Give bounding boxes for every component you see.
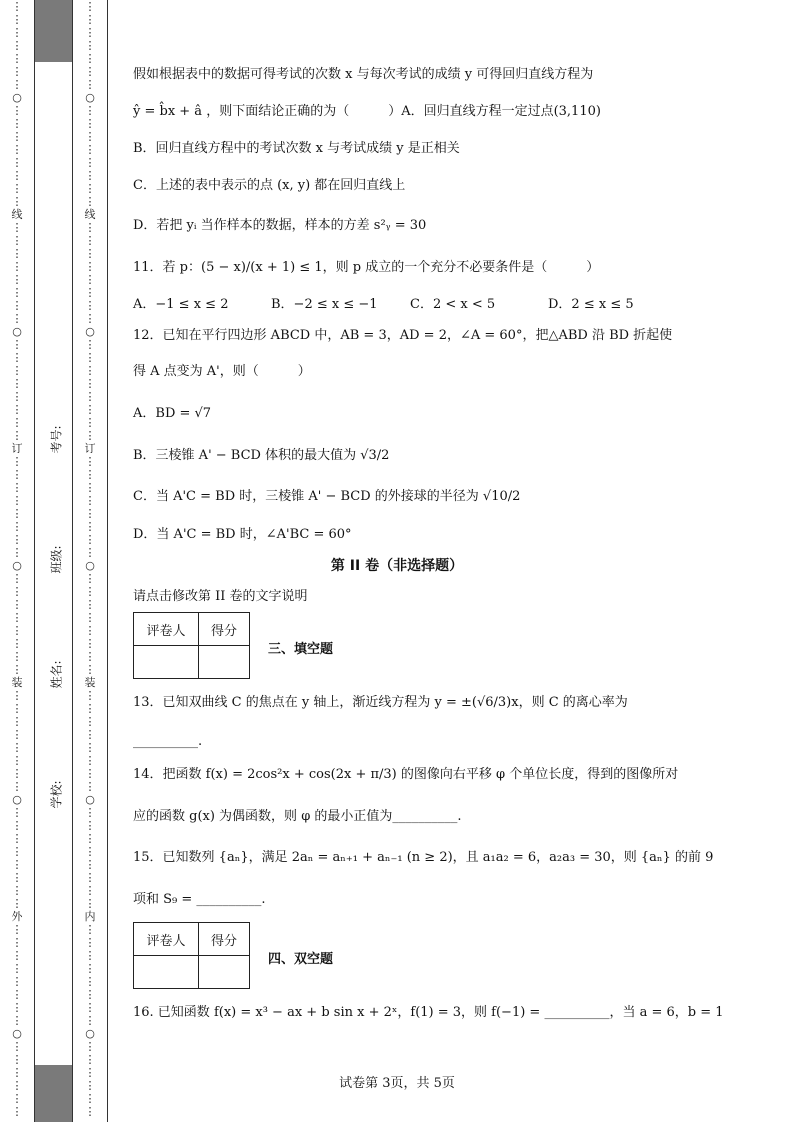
score-table-2-score-cell[interactable] [199,956,250,989]
q12-stem-2: 得 A 点变为 A'，则（ ） [133,364,311,379]
outer-mark-1: 线 [11,208,23,221]
q12-stem-1: 12．已知在平行四边形 ABCD 中，AB = 3，AD = 2，∠A = 60°，把△ABD 沿 BD 折起使 [133,328,673,343]
inner-dotted-column: ⋮ ⋮ ⋮ ⋮ ⋮ ⋮ ⋮ ○ ⋮ ⋮ ⋮ ⋮ ⋮ ⋮ ⋮ ⋮ 线 ⋮ ⋮ ⋮ ⋮ ⋮ ⋮ ⋮ ⋮ ○ ⋮ ⋮ ⋮ ⋮ ⋮ ⋮ ⋮ ⋮ 订 ⋮ ⋮ ⋮ ⋮ ⋮ ⋮ ⋮ ⋮ ○ ⋮ ⋮ ⋮ ⋮ ⋮ ⋮ ⋮ ⋮ 装 ⋮ ⋮ ⋮ ⋮ ⋮ ⋮ ⋮ ⋮ ○ ⋮ ⋮ ⋮ ⋮ ⋮ ⋮ ⋮ ⋮ 内 ⋮ ⋮ ⋮ ⋮ ⋮ ⋮ ⋮ ⋮ ○ ⋮ ⋮ ⋮ ⋮ ⋮ ⋮ [84,0,96,1118]
score-table-2 [133,922,250,989]
q12-option-d: D．当 A'C = BD 时，∠A'BC = 60° [133,527,352,542]
q10-line2: ŷ = b̂x + â ，则下面结论正确的为（ ）A．回归直线方程一定过点(3,110) [133,104,601,119]
q10-option-c: C．上述的表中表示的点 (x, y) 都在回归直线上 [133,178,406,193]
inner-mark-4: 内 [84,910,96,923]
q13-line1: 13．已知双曲线 C 的焦点在 y 轴上，渐近线方程为 y = ±(√6/3)x，则 C 的离心率为 [133,695,628,710]
score-table-2-grader-cell[interactable] [134,956,199,989]
score-table-1-grader-header: 评卷人 [134,613,199,646]
margin-grey-top [35,0,72,62]
page-footer: 试卷第 3页，共 5页 [339,1076,455,1091]
q13-answer-blank[interactable]: __________. [133,734,203,749]
q15-line1: 15．已知数列 {aₙ}，满足 2aₙ = aₙ₊₁ + aₙ₋₁ (n ≥ 2)，且 a₁a₂ = 6，a₂a₃ = 30，则 {aₙ} 的前 9 [133,850,714,865]
outer-mark-2: 订 [11,442,23,455]
field-name[interactable]: 姓名: [49,660,64,689]
inner-mark-1: 线 [84,208,96,221]
score-table-1 [133,612,250,679]
q14-line2[interactable]: 应的函数 g(x) 为偶函数，则 φ 的最小正值为__________. [133,809,462,824]
q16-line1[interactable]: 16. 已知函数 f(x) = x³ − ax + b sin x + 2ˣ，f(1) = 3，则 f(−1) = __________，当 a = 6，b = 1 [133,1005,724,1020]
outer-mark-4: 外 [11,910,23,923]
part-two-title: 第 II 卷（非选择题） [330,558,464,574]
outer-mark-3: 装 [11,676,23,689]
outer-dotted-column: ⋮ ⋮ ⋮ ⋮ ⋮ ⋮ ⋮ ○ ⋮ ⋮ ⋮ ⋮ ⋮ ⋮ ⋮ ⋮ 线 ⋮ ⋮ ⋮ ⋮ ⋮ ⋮ ⋮ ⋮ ○ ⋮ ⋮ ⋮ ⋮ ⋮ ⋮ ⋮ ⋮ 订 ⋮ ⋮ ⋮ ⋮ ⋮ ⋮ ⋮ ⋮ ○ ⋮ ⋮ ⋮ ⋮ ⋮ ⋮ ⋮ ⋮ 装 ⋮ ⋮ ⋮ ⋮ ⋮ ⋮ ⋮ ⋮ ○ ⋮ ⋮ ⋮ ⋮ ⋮ ⋮ ⋮ ⋮ 外 ⋮ ⋮ ⋮ ⋮ ⋮ ⋮ ⋮ ⋮ ○ ⋮ ⋮ ⋮ ⋮ ⋮ ⋮ [11,0,23,1118]
q15-line2[interactable]: 项和 S₉ = __________. [133,892,266,907]
q10-line1: 假如根据表中的数据可得考试的次数 x 与每次考试的成绩 y 可得回归直线方程为 [133,67,594,82]
q12-option-b: B．三棱锥 A' − BCD 体积的最大值为 √3/2 [133,448,390,463]
score-table-2-score-header: 得分 [199,923,250,956]
q10-option-d: D．若把 yᵢ 当作样本的数据，样本的方差 s²ᵧ = 30 [133,218,427,233]
q12-option-a: A．BD = √7 [133,406,212,421]
q14-line1: 14．把函数 f(x) = 2cos²x + cos(2x + π/3) 的图像向右平移 φ 个单位长度，得到的图像所对 [133,767,679,782]
field-school[interactable]: 学校: [49,780,64,809]
q12-option-c: C．当 A'C = BD 时，三棱锥 A' − BCD 的外接球的半径为 √10/2 [133,489,521,504]
score-table-1-score-cell[interactable] [199,646,250,679]
q11-stem: 11．若 p：(5 − x)/(x + 1) ≤ 1，则 p 成立的一个充分不必要条件是（ ） [133,260,600,275]
section-3-heading: 三、填空题 [268,642,334,657]
q11-option-d: D．2 ≤ x ≤ 5 [548,297,634,312]
score-table-2-grader-header: 评卷人 [134,923,199,956]
score-table-1-score-header: 得分 [199,613,250,646]
inner-mark-3: 装 [84,676,96,689]
inner-mark-2: 订 [84,442,96,455]
field-class[interactable]: 班级: [49,545,64,574]
q11-option-a: A．−1 ≤ x ≤ 2 [133,297,229,312]
q11-option-b: B．−2 ≤ x ≤ −1 [271,297,378,312]
part-two-note[interactable]: 请点击修改第 II 卷的文字说明 [133,589,308,604]
q10-option-b: B．回归直线方程中的考试次数 x 与考试成绩 y 是正相关 [133,141,460,156]
section-4-heading: 四、双空题 [268,952,334,967]
score-table-1-grader-cell[interactable] [134,646,199,679]
q11-option-c: C．2 < x < 5 [410,297,496,312]
field-exam-number[interactable]: 考号: [49,425,64,454]
